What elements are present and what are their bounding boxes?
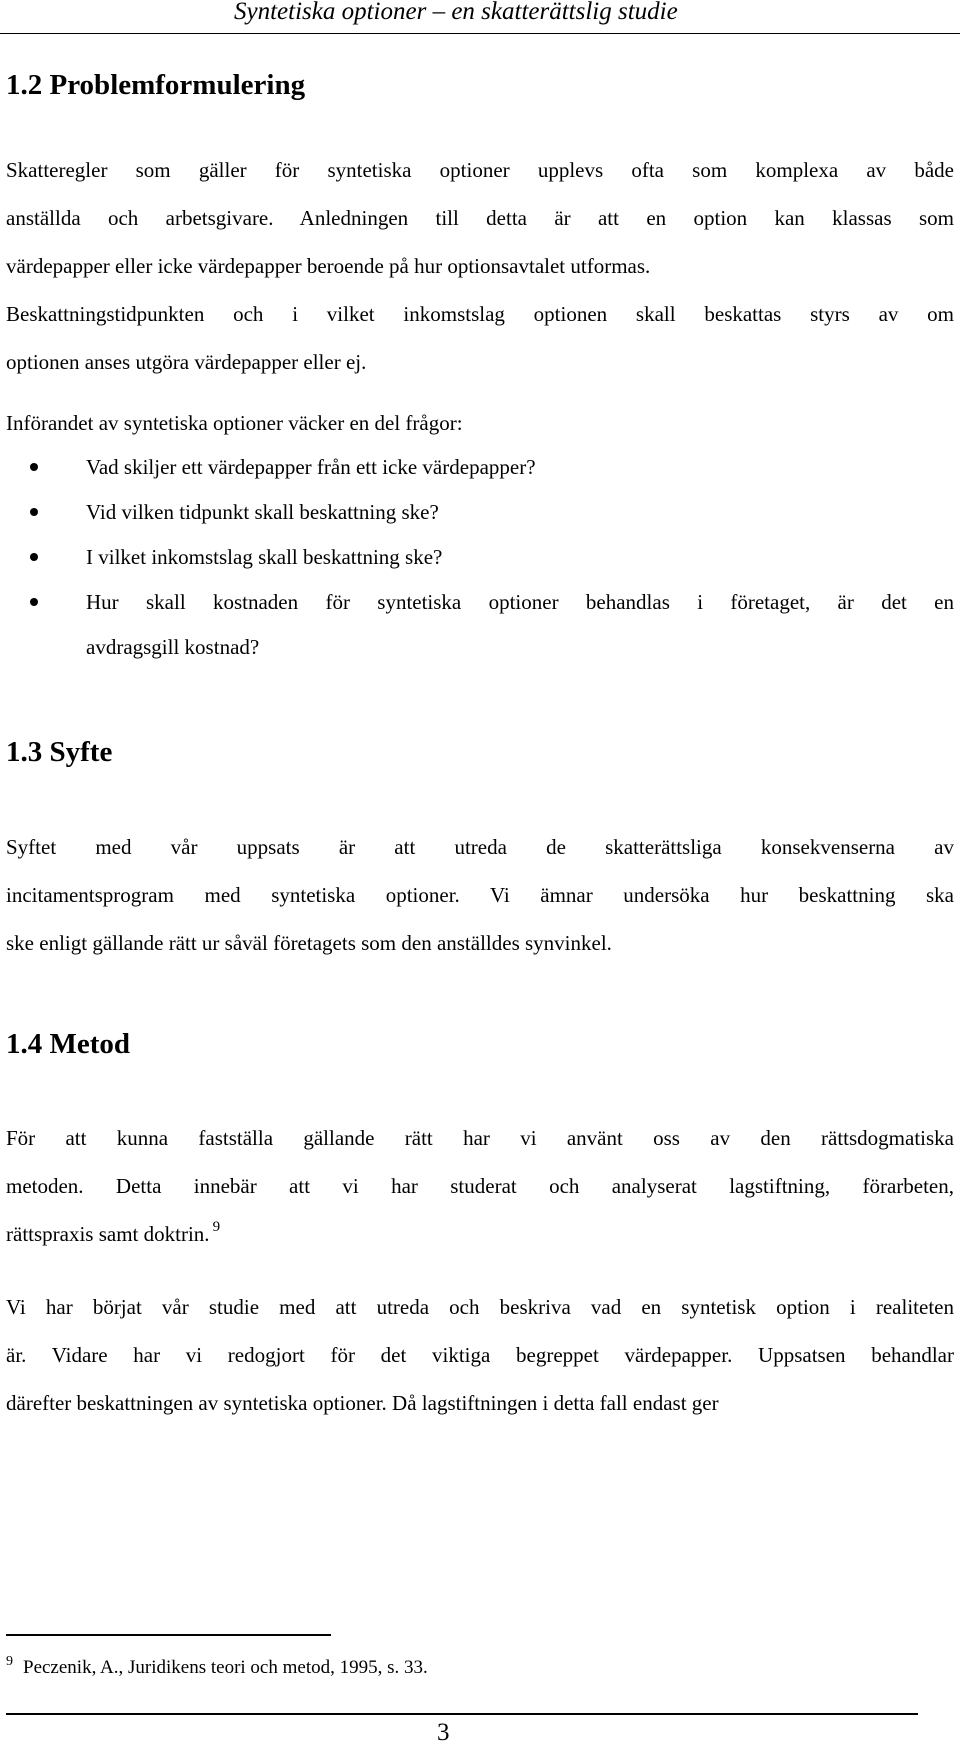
- page-number: 3: [437, 1719, 450, 1746]
- questions-intro: [6, 399, 954, 447]
- list-item-text: Vid vilken tidpunkt skall beskattning ske?: [86, 500, 439, 524]
- header-rule: [0, 33, 960, 34]
- paragraph-line: ske enligt gällande rätt ur såväl företagets som den anställdes synvinkel.: [6, 931, 612, 955]
- paragraph-line: optionen anses utgöra värdepapper eller ej.: [6, 350, 367, 374]
- bullet-icon: [30, 508, 38, 516]
- paragraph-line: anställda och arbetsgivare. Anledningen till detta är att en option kan klassas som: [6, 206, 954, 230]
- purpose-paragraph: [6, 823, 954, 967]
- questions-intro-text: Införandet av syntetiska optioner väcker en del frågor:: [6, 411, 463, 435]
- bullet-icon: [30, 598, 38, 606]
- method-paragraph-1: [6, 1114, 954, 1261]
- paragraph-line: Syftet med vår uppsats är att utreda de skatterättsliga konsekvenserna av: [6, 835, 954, 859]
- paragraph-line: Skatteregler som gäller för syntetiska optioner upplevs ofta som komplexa av både: [6, 158, 954, 182]
- paragraph-line: [6, 1210, 954, 1261]
- paragraph-line: är. Vidare har vi redogjort för det viktiga begreppet värdepapper. Uppsatsen behandlar: [6, 1343, 954, 1367]
- list-item-text-continuation: avdragsgill kostnad?: [86, 635, 260, 659]
- paragraph-line: Beskattningstidpunkten och i vilket inkomstslag optionen skall beskattas styrs av om: [6, 302, 954, 326]
- section-heading-purpose: 1.3 Syfte: [6, 736, 113, 768]
- footnote-number: 9: [6, 1654, 13, 1669]
- list-item-text: Vad skiljer ett värdepapper från ett icke värdepapper?: [86, 455, 536, 479]
- paragraph-line: metoden. Detta innebär att vi har studerat och analyserat lagstiftning, förarbeten,: [6, 1174, 954, 1198]
- list-item-text: Hur skall kostnaden för syntetiska optioner behandlas i företaget, är det en: [86, 590, 954, 614]
- bullet-icon: [30, 463, 38, 471]
- list-item-text: I vilket inkomstslag skall beskattning ske?: [86, 545, 443, 569]
- footnote-reference[interactable]: 9: [212, 1219, 221, 1235]
- paragraph-line: därefter beskattningen av syntetiska optioner. Då lagstiftningen i detta fall endast ger: [6, 1391, 719, 1415]
- section-heading-problem: 1.2 Problemformulering: [6, 69, 306, 101]
- paragraph-line: värdepapper eller icke värdepapper beroende på hur optionsavtalet utformas.: [6, 254, 651, 278]
- problem-paragraph: [6, 146, 954, 386]
- paragraph-line: Vi har börjat vår studie med att utreda och beskriva vad en syntetisk option i realiteten: [6, 1295, 954, 1319]
- footnote-text: Peczenik, A., Juridikens teori och metod, 1995, s. 33.: [23, 1657, 428, 1678]
- running-header-title: Syntetiska optioner – en skatterättslig studie: [234, 0, 678, 25]
- footnote-separator: [6, 1634, 331, 1636]
- paragraph-line-text: rättspraxis samt doktrin.: [6, 1222, 210, 1246]
- footnote: [6, 1656, 428, 1682]
- section-heading-method: 1.4 Metod: [6, 1028, 131, 1060]
- paragraph-line: incitamentsprogram med syntetiska optioner. Vi ämnar undersöka hur beskattning ska: [6, 883, 954, 907]
- footer-rule: [6, 1713, 918, 1715]
- bullet-icon: [30, 553, 38, 561]
- paragraph-line: För att kunna fastställa gällande rätt har vi använt oss av den rättsdogmatiska: [6, 1126, 954, 1150]
- running-header: [234, 0, 678, 26]
- method-paragraph-2: [6, 1283, 954, 1427]
